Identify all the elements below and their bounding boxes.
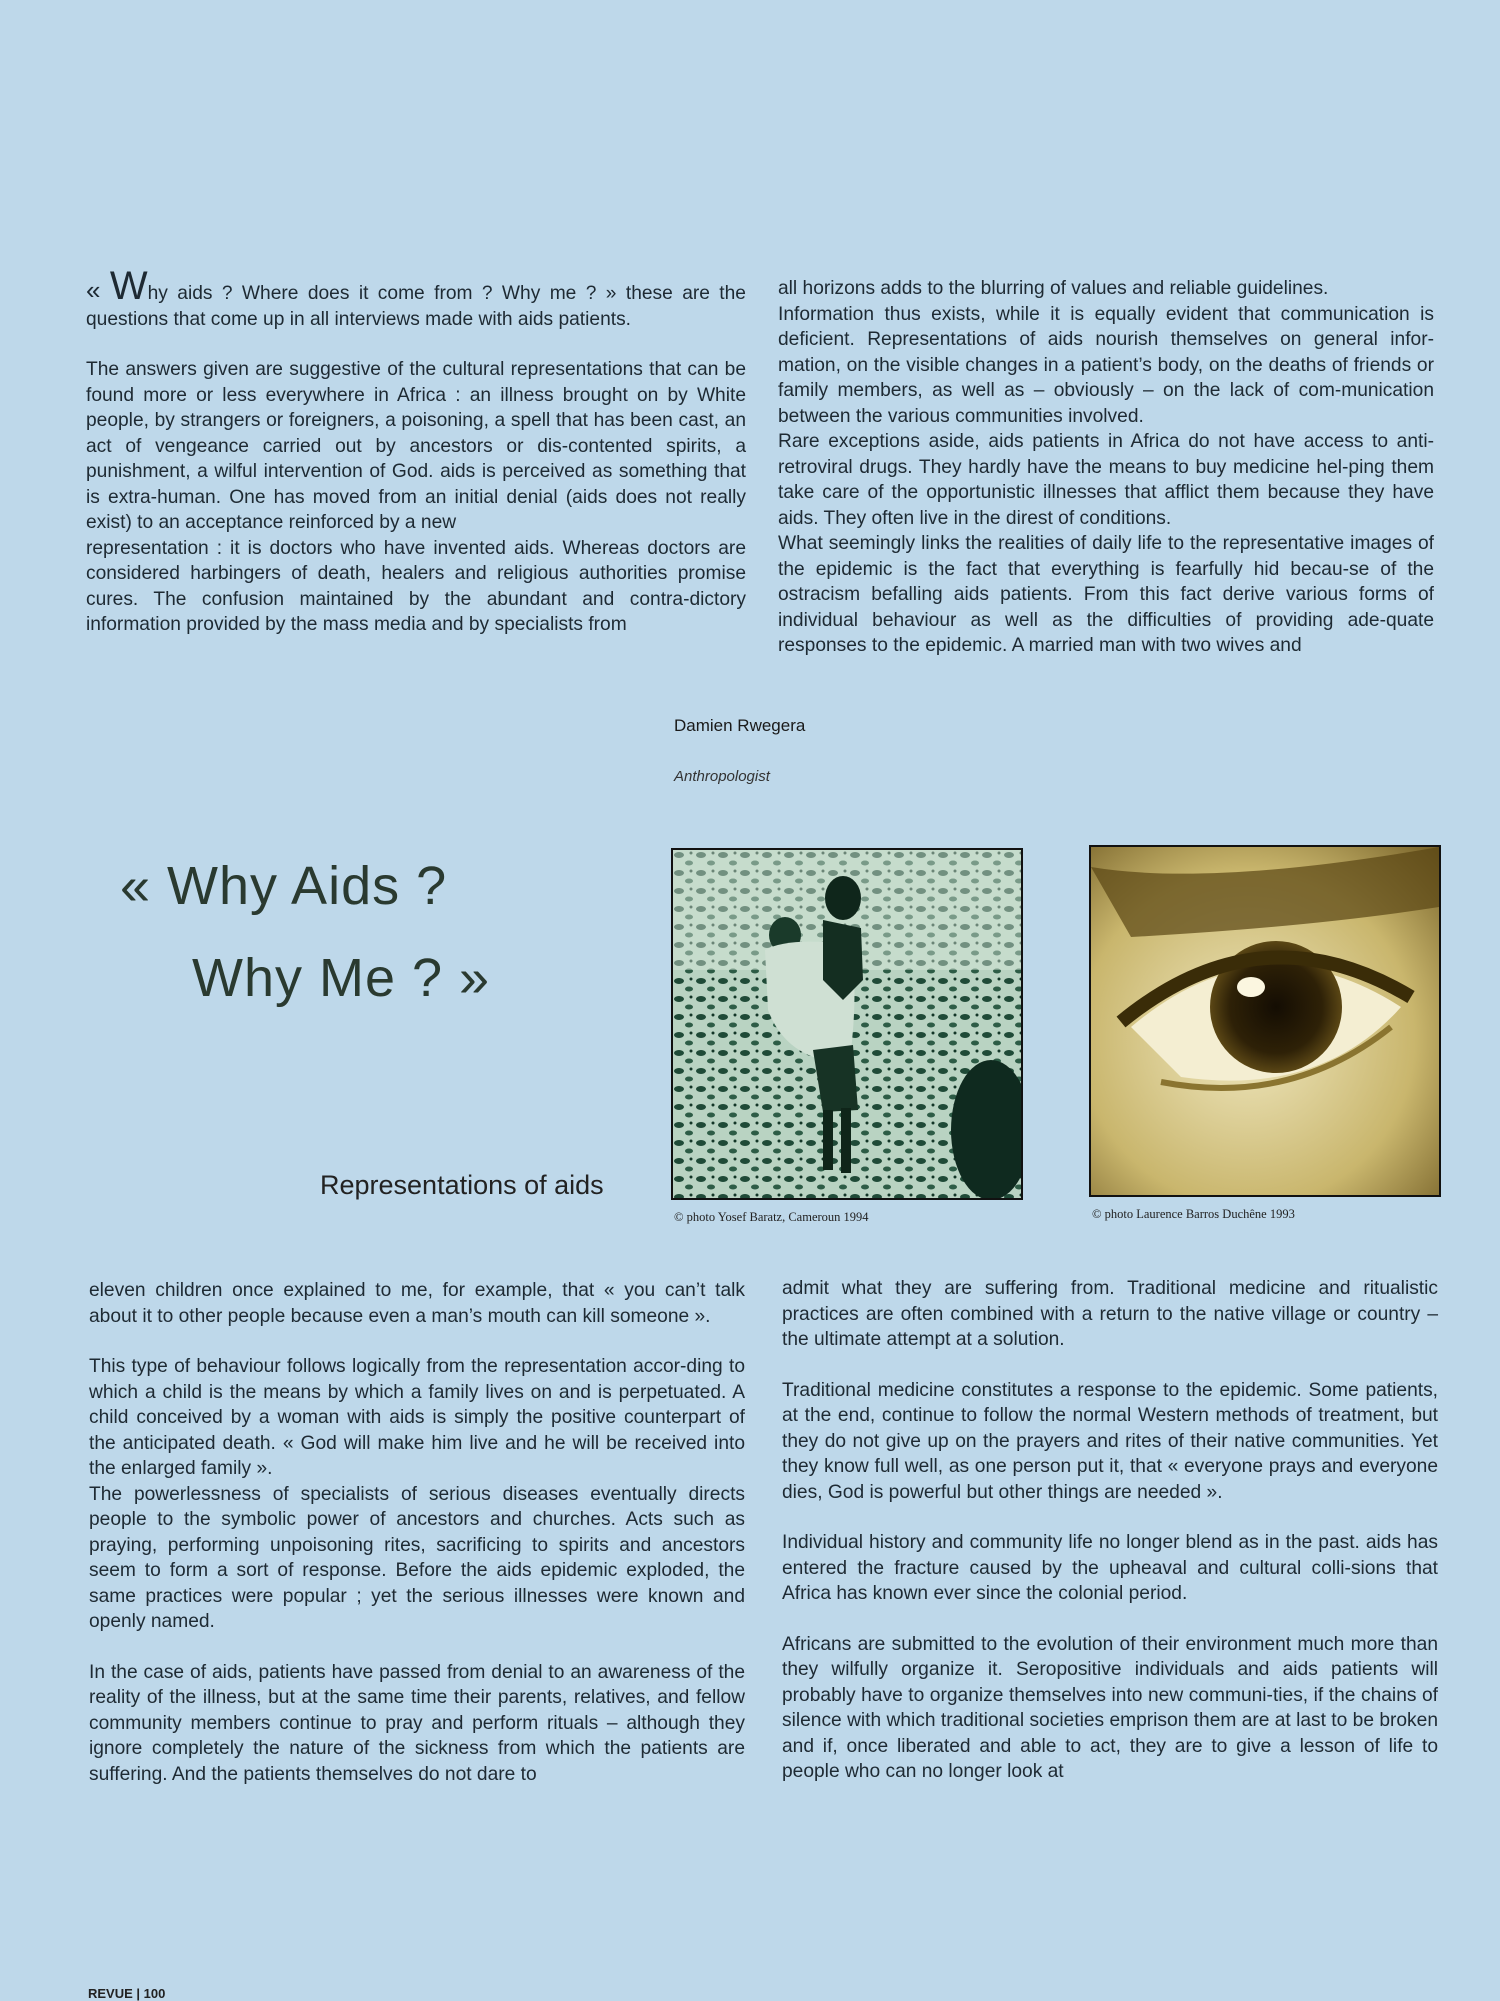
- photo-caption: © photo Yosef Baratz, Cameroun 1994: [674, 1210, 869, 1224]
- paragraph: [86, 264, 746, 332]
- drop-quote: «: [86, 275, 101, 305]
- paragraph: admit what they are suffering from. Traditional medicine and ritualistic practices are often combined with a return to the native village or country – the ultimate attempt at a solution.: [782, 1278, 1438, 1350]
- page-footer: REVUE | 100: [88, 1986, 166, 2001]
- headline-line-1: « Why Aids ?: [120, 856, 448, 916]
- author-name: Damien Rwegera: [674, 716, 806, 735]
- photo-child-carrying-baby: [671, 848, 1023, 1200]
- paragraph: The powerlessness of specialists of serious diseases eventually directs people to the symbolic power of ancestors and churches. Acts such as praying, performing unpoisoning rites, sacrificing to spirits and ancestors seem to form a sort of response. Before the aids epidemic exploded, the same practices were popular ; yet the serious illnesses were known and openly named.: [89, 1483, 745, 1632]
- paragraph: eleven children once explained to me, for example, that « you can’t talk about it to other people because even a man’s mouth can kill someone ».: [89, 1280, 745, 1327]
- photo-caption: © photo Laurence Barros Duchêne 1993: [1092, 1207, 1295, 1221]
- column-bottom-right: [782, 1276, 1438, 1785]
- paragraph-text: hy aids ? Where does it come from ? Why me ? » these are the questions that come up in all interviews made with aids patients.: [86, 283, 746, 330]
- photo-eye: [1089, 845, 1441, 1197]
- paragraph: Africans are submitted to the evolution of their environment much more than they wilfully organize it. Seropositive individuals and aids patients will probably have to organize themselves into new communi-ties, if the chains of silence with which traditional societies emprison them are at last to be broken and if, once liberated and able to act, they are to give a lesson of life to people who can no longer look at: [782, 1633, 1438, 1782]
- headline-line-2: Why Me ? »: [192, 948, 491, 1008]
- paragraph: The answers given are suggestive of the cultural representations that can be found more or less everywhere in Africa : an illness brought on by White people, by strangers or foreigners, a poisoning, a spell that has been cast, an act of vengeance carried out by ancestors or dis-contented spirits, a punishment, a wilful intervention of God. aids is perceived as something that is extra-human. One has moved from an initial denial (aids does not really exist) to an acceptance reinforced by a new: [86, 359, 746, 533]
- paragraph: Rare exceptions aside, aids patients in Africa do not have access to anti-retroviral drugs. They hardly have the means to buy medicine hel-ping them take care of the opportunistic illnesses that afflict them because they have aids. They often live in the direst of conditions.: [778, 431, 1434, 529]
- drop-letter: W: [109, 264, 148, 308]
- paragraph: Traditional medicine constitutes a response to the epidemic. Some patients, at the end, continue to follow the normal Western methods of treatment, but they do not give up on the prayers and rites of their native communities. Yet they know full well, as one person put it, that « everyone prays and everyone dies, God is powerful but other things are needed ».: [782, 1379, 1438, 1503]
- paragraph: all horizons adds to the blurring of values and reliable guidelines.: [778, 278, 1329, 299]
- paragraph: Individual history and community life no longer blend as in the past. aids has entered the fracture caused by the upheaval and cultural colli-sions that Africa has known ever since the colonial period.: [782, 1532, 1438, 1604]
- paragraph: Information thus exists, while it is equally evident that communication is deficient. Representations of aids nourish themselves on general infor-mation, on the visible changes in a patient’s body, on the deaths of friends or family members, as well as – obviously – on the lack of com-munication between the various communities involved.: [778, 303, 1434, 427]
- child-photo-image: [673, 850, 1021, 1198]
- column-top-right: [778, 276, 1434, 659]
- article-subtitle: Representations of aids: [320, 1170, 604, 1200]
- paragraph: What seemingly links the realities of daily life to the representative images of the epidemic is the fact that everything is fearfully hid becau-se of the ostracism befalling aids patients. From this fact derive various forms of individual behaviour as well as the difficulties of providing ade-quate responses to the epidemic. A married man with two wives and: [778, 533, 1434, 656]
- column-top-left: [86, 264, 746, 638]
- author-role: Anthropologist: [674, 768, 770, 785]
- column-bottom-left: [89, 1278, 745, 1787]
- article-headline: [120, 840, 590, 1024]
- paragraph: This type of behaviour follows logically from the representation accor-ding to which a child is the means by which a family lives on and is perpetuated. A child conceived by a woman with aids is simply the positive counterpart of the anticipated death. « God will make him live and he will be received into the enlarged family ».: [89, 1356, 745, 1479]
- paragraph: representation : it is doctors who have invented aids. Whereas doctors are considered harbingers of death, healers and religious authorities promise cures. The confusion maintained by the abundant and contra-dictory information provided by the mass media and by specialists from: [86, 537, 746, 635]
- paragraph: In the case of aids, patients have passed from denial to an awareness of the reality of the illness, but at the same time their parents, relatives, and fellow community members continue to pray and perform rituals – although they ignore completely the nature of the sickness from which the patients are suffering. And the patients themselves do not dare to: [89, 1661, 745, 1785]
- eye-photo-image: [1091, 847, 1439, 1195]
